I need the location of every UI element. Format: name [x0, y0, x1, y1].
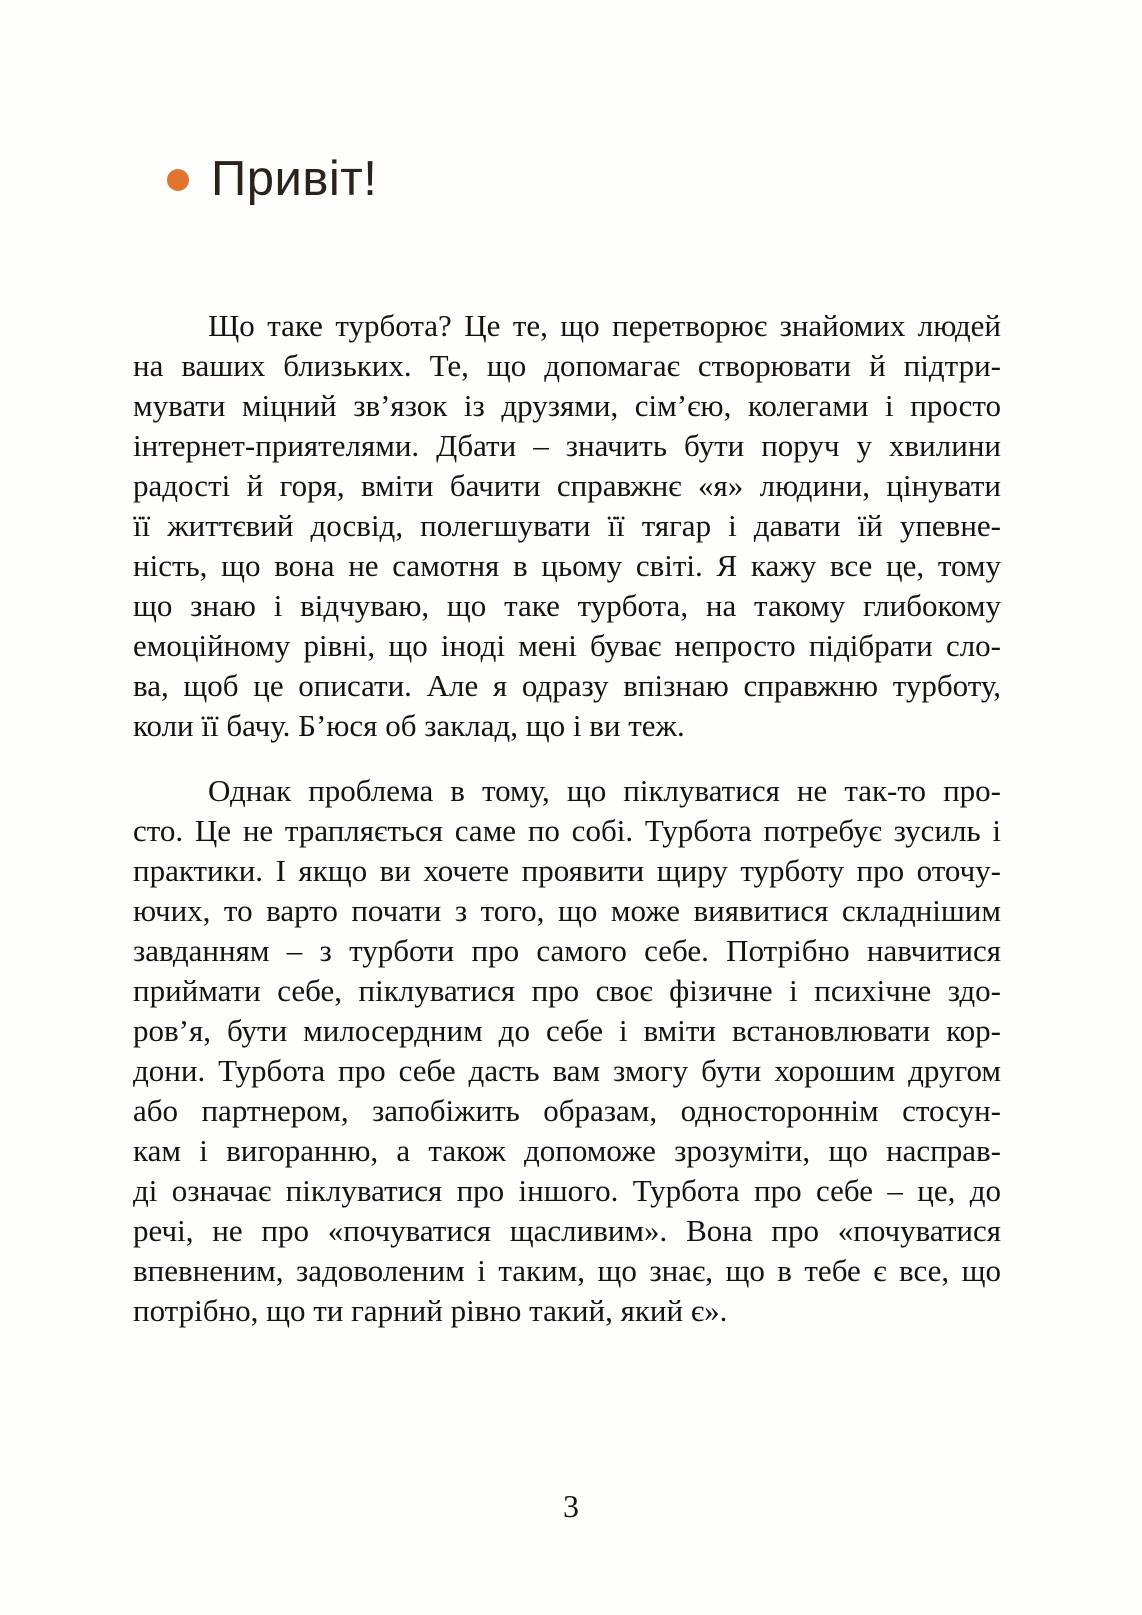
page-title: Привіт!: [211, 152, 378, 206]
text-line: Що таке турбота? Це те, що перетворює знайомих людей: [208, 308, 1001, 343]
text-line: сто. Це не трапляється саме по собі. Турбота потребує зусиль і: [133, 813, 1001, 848]
text-line: або партнером, запобіжить образам, одностороннім стосун-: [133, 1093, 1001, 1128]
text-line: впевненим, задоволеним і таким, що знає, що в тебе є все, що: [133, 1253, 1001, 1288]
text-line: ючих, то варто почати з того, що може виявитися складнішим: [133, 893, 1001, 928]
heading-bullet-icon: [167, 169, 189, 191]
body-text: [133, 306, 1001, 1331]
text-line: ність, що вона не самотня в цьому світі. Я кажу все це, тому: [133, 548, 1001, 583]
paragraph: [133, 306, 1001, 746]
text-line: Однак проблема в тому, що піклуватися не так-то про-: [208, 773, 1001, 808]
text-line: практики. І якщо ви хочете проявити щиру турботу про оточу-: [133, 853, 1001, 888]
text-line: речі, не про «почуватися щасливим». Вона про «почуватися: [133, 1213, 1001, 1248]
page-number: 3: [563, 1488, 579, 1524]
text-line: на ваших близьких. Те, що допомагає створювати й підтри-: [133, 348, 1001, 383]
text-line: емоційному рівні, що іноді мені буває непросто підібрати сло-: [133, 628, 1001, 663]
text-line: дони. Турбота про себе дасть вам змогу бути хорошим другом: [133, 1053, 1001, 1088]
text-line: її життєвий досвід, полегшувати її тягар і давати їй упевне-: [133, 508, 1001, 543]
text-line: потрібно, що ти гарний рівно такий, який є».: [133, 1293, 728, 1328]
text-line: мувати міцний зв’язок із друзями, сім’єю, колегами і просто: [133, 388, 1001, 423]
text-line: завданням – з турботи про самого себе. Потрібно навчитися: [133, 933, 1001, 968]
text-line: приймати себе, піклуватися про своє фізичне і психічне здо-: [133, 973, 1001, 1008]
text-line: що знаю і відчуваю, що таке турбота, на такому глибокому: [133, 588, 1001, 623]
text-line: радості й горя, вміти бачити справжнє «я» людини, цінувати: [133, 468, 1001, 503]
paragraph: [133, 771, 1001, 1331]
text-line: ді означає піклуватися про іншого. Турбота про себе – це, до: [133, 1173, 1001, 1208]
text-line: інтернет-приятелями. Дбати – значить бути поруч у хвилини: [133, 428, 1001, 463]
text-line: ва, щоб це описати. Але я одразу впізнаю справжню турботу,: [133, 668, 1001, 703]
text-line: кам і вигоранню, а також допоможе зрозуміти, що насправ-: [133, 1133, 1001, 1168]
text-line: коли її бачу. Б’юся об заклад, що і ви теж.: [133, 708, 685, 743]
text-line: ров’я, бути милосердним до себе і вміти встановлювати кор-: [133, 1013, 1001, 1048]
